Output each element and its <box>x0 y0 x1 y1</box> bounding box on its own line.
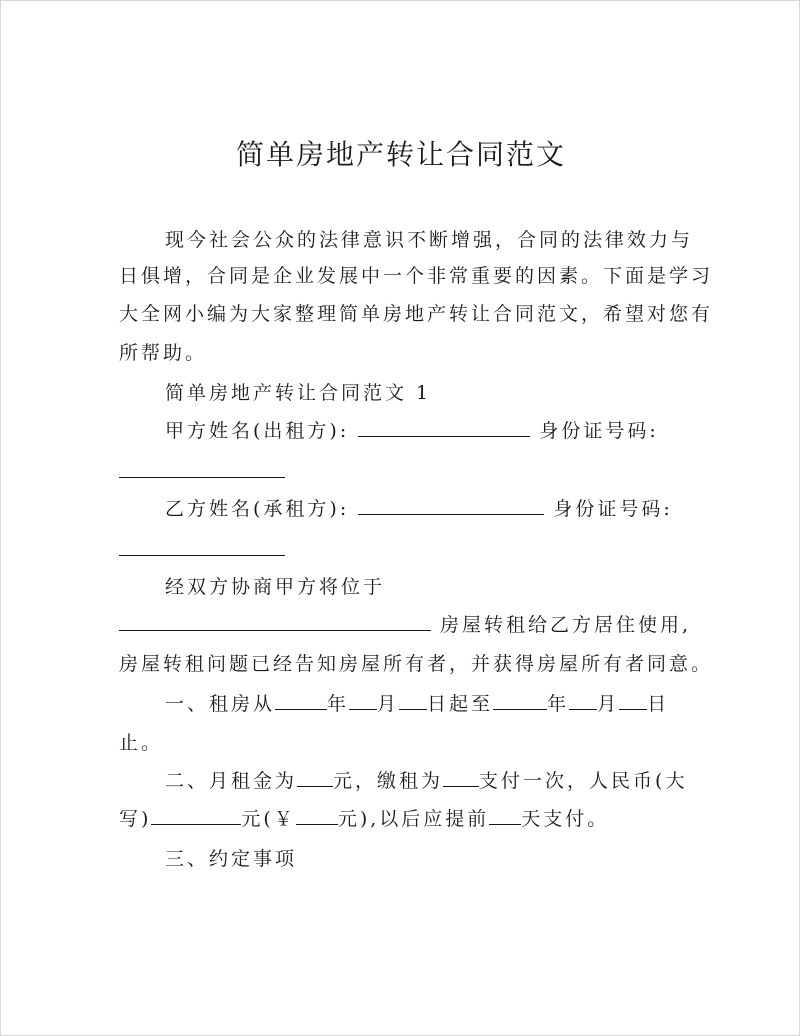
end-month-label: 月 <box>597 693 620 715</box>
intro-line-1: 现今社会公众的法律意识不断增强，合同的法律效力与 <box>165 229 694 251</box>
intro-line-4: 所帮助。 <box>119 342 208 364</box>
party-b-name-blank <box>358 497 544 515</box>
clause-2-rent-label: 二、月租金为 <box>165 770 298 792</box>
start-month-label: 月 <box>377 693 400 715</box>
advance-days-blank <box>489 807 521 825</box>
clause-2-yuan-label: 元(￥ <box>241 808 296 830</box>
party-a-id-blank <box>119 477 285 478</box>
clause-1-prefix: 一、租房从 <box>165 693 276 715</box>
location-suffix: 房屋转租给乙方居住使用, <box>440 614 692 636</box>
clause-2-days-label: 天支付。 <box>521 808 610 830</box>
clause-2-advance-label: 元),以后应提前 <box>337 808 490 830</box>
end-month-blank <box>569 692 597 710</box>
amount-words-blank <box>151 807 241 825</box>
end-day-label: 日 <box>647 693 670 715</box>
party-a-name-blank <box>358 419 530 437</box>
party-b-id-label: 身份证号码: <box>553 498 673 520</box>
end-day-blank <box>619 692 647 710</box>
start-year-blank <box>275 692 327 710</box>
clause-2-line-1 <box>165 769 687 793</box>
start-day-blank <box>399 692 427 710</box>
party-a-line <box>165 419 659 443</box>
monthly-rent-blank <box>297 769 333 787</box>
document-title: 简单房地产转让合同范文 <box>235 138 566 171</box>
section-heading: 简单房地产转让合同范文 1 <box>165 382 432 404</box>
party-a-id-label: 身份证号码: <box>539 420 659 442</box>
location-blank <box>119 613 431 631</box>
location-prefix: 经双方协商甲方将位于 <box>165 576 386 598</box>
clause-2-line-2 <box>119 807 609 831</box>
party-b-name-label: 乙方姓名(承租方): <box>165 498 350 520</box>
clause-1-line <box>165 692 669 716</box>
clause-1-end: 止。 <box>119 732 164 754</box>
amount-figures-blank <box>296 807 338 825</box>
clause-3-heading: 三、约定事项 <box>165 848 298 870</box>
location-line-2: 房屋转租问题已经告知房屋所有者，并获得房屋所有者同意。 <box>119 653 714 675</box>
start-year-label: 年 <box>327 693 350 715</box>
intro-line-3: 大全网小编为大家整理简单房地产转让合同范文，希望对您有 <box>119 303 714 325</box>
party-a-name-label: 甲方姓名(出租方): <box>165 420 350 442</box>
end-year-label: 年 <box>547 693 570 715</box>
start-month-blank <box>349 692 377 710</box>
party-b-id-blank <box>119 555 285 556</box>
payment-cycle-blank <box>443 769 479 787</box>
intro-line-2: 日俱增，合同是企业发展中一个非常重要的因素。下面是学习 <box>119 265 714 287</box>
start-day-label: 日起至 <box>427 693 494 715</box>
location-line-1 <box>119 613 691 637</box>
clause-2-rmb-label: 支付一次，人民币(大 <box>479 770 688 792</box>
party-b-line <box>165 497 673 521</box>
clause-2-payment-label: 元，缴租为 <box>333 770 444 792</box>
clause-2-written-label: 写) <box>119 808 152 830</box>
end-year-blank <box>493 692 547 710</box>
